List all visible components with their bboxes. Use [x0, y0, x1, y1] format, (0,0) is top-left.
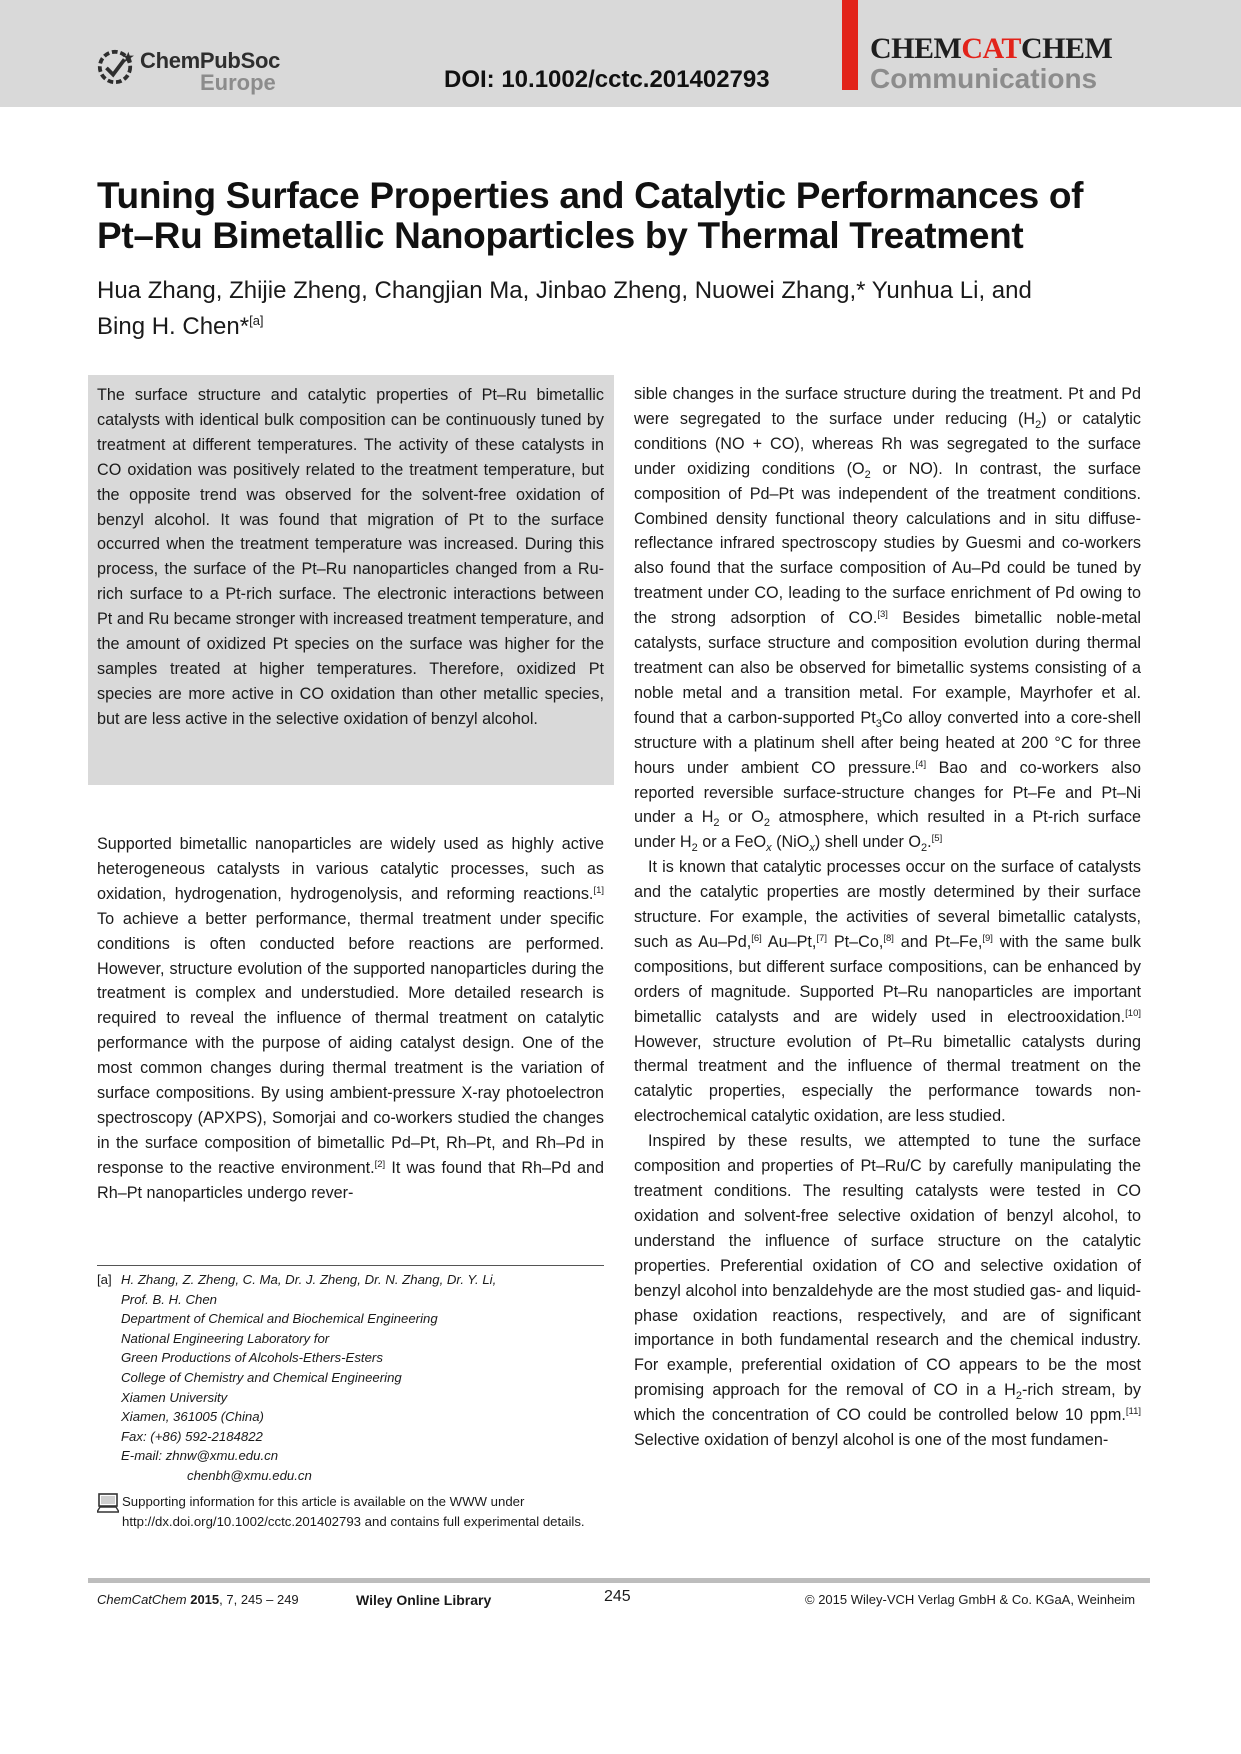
citation[interactable]: [7] — [816, 932, 827, 944]
authors-line-2: Bing H. Chen* — [97, 313, 250, 340]
abstract-box — [88, 375, 614, 785]
footer-divider — [88, 1578, 1150, 1583]
footnote-email[interactable]: E-mail: zhnw@xmu.edu.cn — [121, 1448, 279, 1464]
citation[interactable]: [6] — [751, 932, 762, 944]
doi-label: DOI: 10.1002/cctc.201402793 — [444, 66, 770, 93]
body-paragraph: sible changes in the surface structure during the treatment. Pt and Pd were segregated to the surface under reducing $(H_2)$ or catalytic conditions (NO + CO), whereas Rh was segregated to the surface under oxidizing conditions ($O_2$ or NO). In contrast, the surface composition of Pd–Pt was independent of the treatment conditions. Combined density functional theory calculations and in situ diffuse-reflectance infrared spectroscopy studies by Guesmi and co-workers also found that the surface composition of Au–Pd could be tuned by treatment under CO, leading to the surface enrichment of Pd owing to the strong adsorption of CO.[3] Besides bimetallic noble-metal catalysts, surface structure and composition evolution during thermal treatment can also be observed for bimetallic systems consisting of a noble metal and a transition metal. For example, Mayrhofer et al. found that a carbon-supported $Pt_3Co$ alloy converted into a core-shell structure with a platinum shell after being heated at 200 °C for three hours under ambient CO pressure.[4] Bao and co-workers also reported reversible surface-structure changes for Pt–Fe and Pt–Ni under a $H_2$ or $O_2$ atmosphere, which resulted in a Pt-rich surface under $H_2$ or a FeO$_x$ (NiO$_x$) shell under $O_2.[5]$ — [634, 385, 1142, 855]
footer-volume-pages: , 7, 245 – 249 — [219, 1592, 299, 1607]
journal-name-part-1: CHEM — [870, 32, 962, 65]
author-list — [97, 276, 1137, 342]
footnote-line: College of Chemistry and Chemical Engineering — [121, 1369, 402, 1385]
page-number: 245 — [604, 1588, 631, 1605]
footnote-line: National Engineering Laboratory for — [121, 1330, 330, 1346]
footnote-email[interactable]: chenbh@xmu.edu.cn — [187, 1467, 312, 1483]
body-column-left — [97, 832, 604, 1206]
footnote-line: Green Productions of Alcohols-Ethers-Esters — [121, 1350, 383, 1366]
page-header — [0, 0, 1241, 107]
citation[interactable]: [11] — [1125, 1406, 1141, 1418]
logo-secondary-text: Europe — [200, 70, 276, 95]
footer-year: 2015 — [190, 1592, 220, 1607]
citation[interactable]: [1] — [593, 884, 604, 896]
journal-name — [870, 32, 1112, 66]
footnote-label: [a] — [97, 1272, 112, 1287]
footer-journal: ChemCatChem — [97, 1592, 187, 1607]
logo-primary-text: ChemPubSoc — [140, 48, 281, 73]
footnote-divider — [97, 1265, 604, 1266]
footnote-fax: Fax: (+86) 592-2184822 — [121, 1428, 263, 1444]
body-column-right — [634, 382, 1141, 1453]
citation[interactable]: [8] — [883, 932, 894, 944]
citation[interactable]: [3] — [877, 609, 888, 621]
journal-name-part-2: CAT — [961, 32, 1021, 65]
article-title — [97, 176, 1137, 256]
footnote-line: H. Zhang, Z. Zheng, C. Ma, Dr. J. Zheng, Dr. N. Zhang, Dr. Y. Li, — [121, 1272, 497, 1287]
footnote-line: Department of Chemical and Biochemical Engineering — [121, 1311, 438, 1327]
citation[interactable]: [4] — [915, 758, 927, 770]
citation[interactable]: [10] — [1125, 1007, 1141, 1019]
computer-icon — [97, 1492, 119, 1514]
citation[interactable]: [9] — [982, 932, 993, 944]
citation-info — [97, 1592, 299, 1607]
body-paragraph: Supported bimetallic nanoparticles are widely used as highly active heterogeneous catalysts in various catalytic processes, such as oxidation, hydrogenation, hydrogenolysis, and reforming reactions.[1] To achieve a better performance, thermal treatment under specific conditions is often conducted before reactions are performed. However, structure evolution of the supported nanoparticles during the treatment is complex and understudied. More detailed research is required to reveal the influence of thermal treatment on catalytic performance with the purpose of aiding catalyst design. One of the most common changes during thermal treatment is the variation of surface compositions. By using ambient-pressure X-ray photoelectron spectroscopy (APXPS), Somorjai and co-workers studied the changes in the surface composition of bimetallic Pd–Pt, Rh–Pt, and Rh–Pd in response to the reactive environment.[2] It was found that Rh–Pd and Rh–Pt nanoparticles undergo rever- — [97, 835, 605, 1202]
footnote-line: Xiamen, 361005 (China) — [121, 1409, 264, 1425]
accent-bar — [842, 0, 858, 90]
abstract-text: The surface structure and catalytic properties of Pt–Ru bimetallic catalysts with identical bulk composition can be continuously tuned by treatment at different temperatures. The activity of these catalysts in CO oxidation was positively related to the treatment temperature, but the opposite trend was observed for the solvent-free oxidation of benzyl alcohol. It was found that migration of Pt to the surface occurred when the treatment temperature was increased. During this process, the surface of the Pt–Ru nanoparticles changed from a Ru-rich surface to a Pt-rich surface. The electronic interactions between Pt and Ru became stronger with increased treatment temperature, and the amount of oxidized Pt species on the surface was higher for the samples treated at higher temperatures. Therefore, oxidized Pt species are more active in CO oxidation than other metallic species, but are less active in the selective oxidation of benzyl alcohol. — [97, 386, 604, 728]
title-line-1: Tuning Surface Properties and Catalytic Performances of — [97, 175, 1084, 216]
footnote-line: Prof. B. H. Chen — [121, 1291, 218, 1307]
wiley-online-library-link[interactable]: Wiley Online Library — [356, 1592, 492, 1608]
supporting-info-text: Supporting information for this article is available on the WWW under http://dx.doi.org/10.1002/cctc.201402793 and contains full experimental details. — [122, 1494, 585, 1529]
chempubsoc-logo — [96, 46, 286, 94]
footnote-address — [121, 1270, 601, 1486]
article-type: Communications — [870, 63, 1098, 94]
body-paragraph: It is known that catalytic processes occur on the surface of catalysts and the catalytic properties are mostly determined by their surface structure. For example, the activities of several bimetallic catalysts, such as Au–Pd,[6] Au–Pt,[7] Pt–Co,[8] and Pt–Fe,[9] with the same bulk compositions, but different surface compositions, can be enhanced by orders of magnitude. Supported Pt–Ru nanoparticles are important bimetallic catalysts and are widely used in electrooxidation.[10] However, structure evolution of Pt–Ru bimetallic catalysts during thermal treatment and the influence of thermal treatment on the catalytic properties, especially the performance towards non-electrochemical catalytic oxidation, are less studied. — [634, 858, 1141, 1126]
footnote-line: Xiamen University — [121, 1389, 228, 1405]
authors-line-1: Hua Zhang, Zhijie Zheng, Changjian Ma, Jinbao Zheng, Nuowei Zhang,* Yunhua Li, and — [97, 277, 1032, 304]
citation[interactable]: [5] — [931, 833, 943, 845]
title-line-2: Pt–Ru Bimetallic Nanoparticles by Thermal Treatment — [97, 215, 1024, 256]
copyright: © 2015 Wiley-VCH Verlag GmbH & Co. KGaA, Weinheim — [805, 1592, 1136, 1607]
journal-name-part-3: CHEM — [1020, 32, 1113, 65]
chempubsoc-logo-icon — [96, 48, 134, 86]
citation[interactable]: [2] — [374, 1158, 386, 1170]
body-paragraph: Inspired by these results, we attempted to tune the surface composition and properties of Pt–Ru/C by carefully manipulating the treatment conditions. The resulting catalysts were tested in CO oxidation and solvent-free selective oxidation of benzyl alcohol, to understand the influence of surface structure on the catalytic properties. Preferential oxidation of CO and selective oxidation of benzyl alcohol into benzaldehyde are the most studied gas- and liquid-phase oxidation reactions, respectively, and are of significant importance in both fundamental research and the chemical industry. For example, preferential oxidation of CO appears to be the most promising approach for the removal of CO in a $H_2$-rich stream, by which the concentration of CO could be controlled below 10 ppm.[11] Selective oxidation of benzyl alcohol is one of the most fundamen- — [634, 1132, 1141, 1450]
affiliation-mark: [a] — [249, 313, 264, 328]
